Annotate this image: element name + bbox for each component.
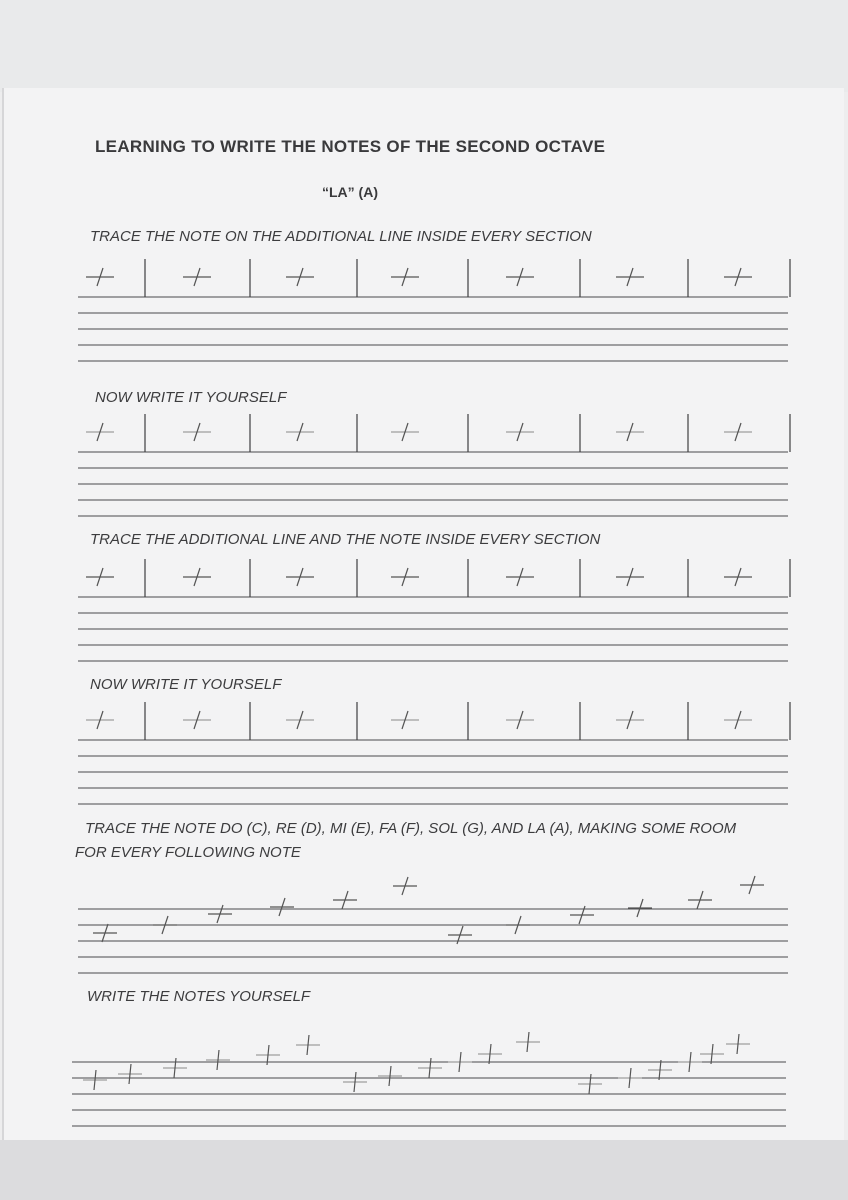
- instruction-5: TRACE THE NOTE DO (C), RE (D), MI (E), FA (F), SOL (G), AND LA (A), MAKING SOME ROOM: [85, 820, 737, 837]
- instruction-4: NOW WRITE IT YOURSELF: [90, 676, 282, 693]
- page-title: LEARNING TO WRITE THE NOTES OF THE SECOND OCTAVE: [95, 137, 606, 156]
- handwritten-notes: [83, 268, 764, 1094]
- instruction-2: NOW WRITE IT YOURSELF: [95, 389, 287, 406]
- instruction-7: WRITE THE NOTES YOURSELF: [87, 988, 311, 1005]
- instruction-1: TRACE THE NOTE ON THE ADDITIONAL LINE INSIDE EVERY SECTION: [90, 228, 592, 245]
- instruction-3: TRACE THE ADDITIONAL LINE AND THE NOTE INSIDE EVERY SECTION: [90, 531, 601, 548]
- page-subtitle: “LA” (A): [322, 184, 378, 200]
- music-staves: [72, 259, 790, 1126]
- instruction-6: FOR EVERY FOLLOWING NOTE: [75, 844, 301, 861]
